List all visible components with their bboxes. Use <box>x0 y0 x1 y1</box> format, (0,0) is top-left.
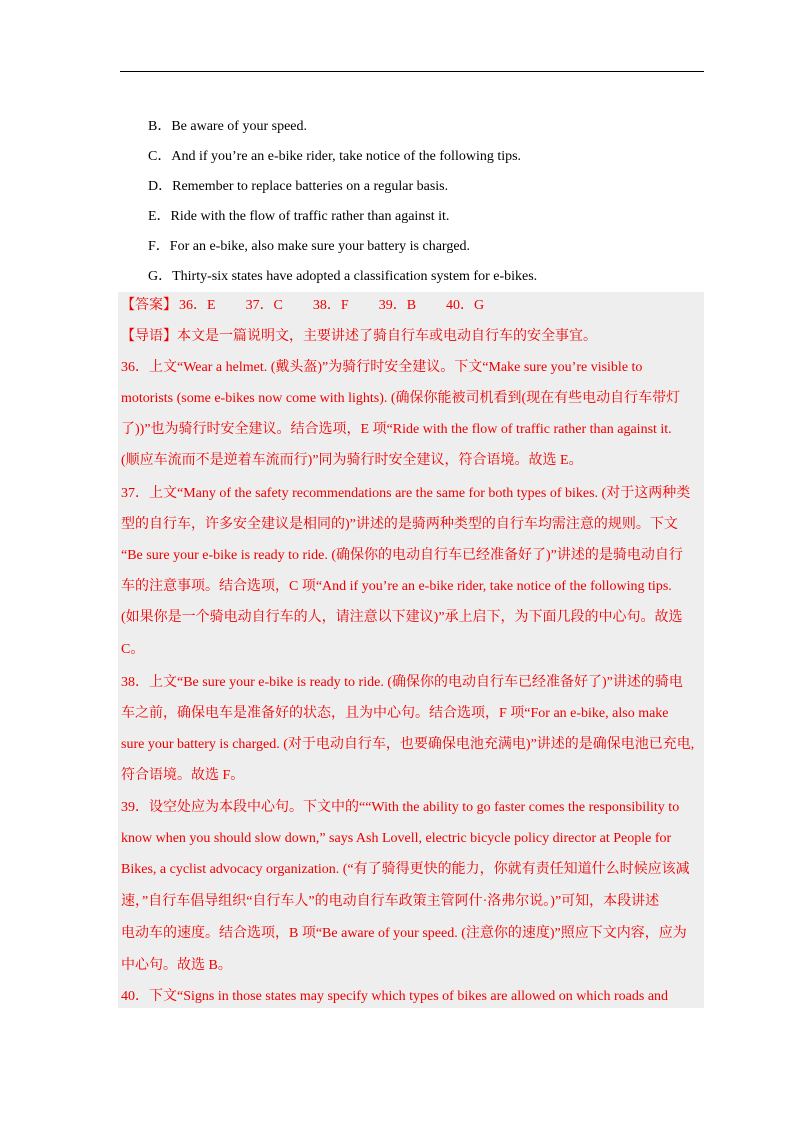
q37-line-1: 37．上文“Many of the safety recommendations are the same for both types of bikes. (对于这两种类 <box>121 486 691 501</box>
option-b: B．Be aware of your speed. <box>148 119 308 134</box>
q38-line-4: 符合语境。故选 F。 <box>121 768 245 783</box>
q36-line-4: (顺应车流而不是逆着车流而行)”同为骑行时安全建议，符合语境。故选 E。 <box>121 453 583 468</box>
q39-line-5: 电动车的速度。结合选项，B 项“Be aware of your speed. (注意你的速度)”照应下文内容，应为 <box>121 926 687 941</box>
answer-38: 38．F <box>312 298 349 313</box>
q37-line-4: 车的注意事项。结合选项，C 项“And if you’re an e-bike rider, take notice of the following tips. <box>121 579 672 594</box>
q39-line-6: 中心句。故选 B。 <box>121 958 232 973</box>
q36-line-3: 了))”也为骑行时安全建议。结合选项，E 项“Ride with the flow of traffic rather than against it. <box>121 422 672 437</box>
answer-key-line <box>121 296 484 316</box>
option-e: E．Ride with the flow of traffic rather than against it. <box>148 209 450 224</box>
q37-line-6: C。 <box>121 642 145 657</box>
q37-line-3: “Be sure your e-bike is ready to ride. (确保你的电动自行车已经准备好了)”讲述的是骑电动自行 <box>121 548 683 563</box>
q36-line-1: 36．上文“Wear a helmet. (戴头盔)”为骑行时安全建议。下文“Make sure you’re visible to <box>121 360 643 375</box>
option-g: G．Thirty-six states have adopted a classification system for e-bikes. <box>148 269 538 284</box>
q37-line-5: (如果你是一个骑电动自行车的人，请注意以下建议)”承上启下，为下面几段的中心句。故选 <box>121 610 683 625</box>
q36-line-2: motorists (some e-bikes now come with lights). (确保你能被司机看到(现在有些电动自行车带灯 <box>121 391 681 406</box>
q40-line-1: 40．下文“Signs in those states may specify which types of bikes are allowed on which roads and <box>121 989 669 1004</box>
option-d: D．Remember to replace batteries on a regular basis. <box>148 179 449 194</box>
q39-line-3: Bikes, a cyclist advocacy organization. (“有了骑得更快的能力，你就有责任知道什么时候应该减 <box>121 862 690 877</box>
answer-37: 37．C <box>245 298 283 313</box>
header-rule <box>120 71 704 72</box>
guide-line: 【导语】本文是一篇说明文，主要讲述了骑自行车或电动自行车的安全事宜。 <box>121 329 597 344</box>
option-f: F．For an e-bike, also make sure your battery is charged. <box>148 239 471 254</box>
q39-line-4: 速，”自行车倡导组织“自行车人”的电动自行车政策主管阿什·洛弗尔说。)”可知，本段讲述 <box>121 894 660 909</box>
q37-line-2: 型的自行车，许多安全建议是相同的)”讲述的是骑两种类型的自行车均需注意的规则。下文 <box>121 517 678 532</box>
answer-36: 36．E <box>179 298 216 313</box>
answer-39: 39．B <box>378 298 417 313</box>
answer-explanation-block <box>118 292 704 1008</box>
option-c: C．And if you’re an e-bike rider, take notice of the following tips. <box>148 149 522 164</box>
q39-line-1: 39．设空处应为本段中心句。下文中的““With the ability to go faster comes the responsibility to <box>121 800 680 815</box>
answer-40: 40．G <box>446 298 485 313</box>
option-list <box>148 112 537 292</box>
q38-line-1: 38．上文“Be sure your e-bike is ready to ride. (确保你的电动自行车已经准备好了)”讲述的骑电 <box>121 675 683 690</box>
answer-label: 【答案】 <box>121 298 177 313</box>
q38-line-2: 车之前，确保电车是准备好的状态，且为中心句。结合选项，F 项“For an e-bike, also make <box>121 706 669 721</box>
q38-line-3: sure your battery is charged. (对于电动自行车，也要确保电池充满电)”讲述的是确保电池已充电, <box>121 737 695 752</box>
q39-line-2: know when you should slow down,” says Ash Lovell, electric bicycle policy director at People for <box>121 831 672 846</box>
